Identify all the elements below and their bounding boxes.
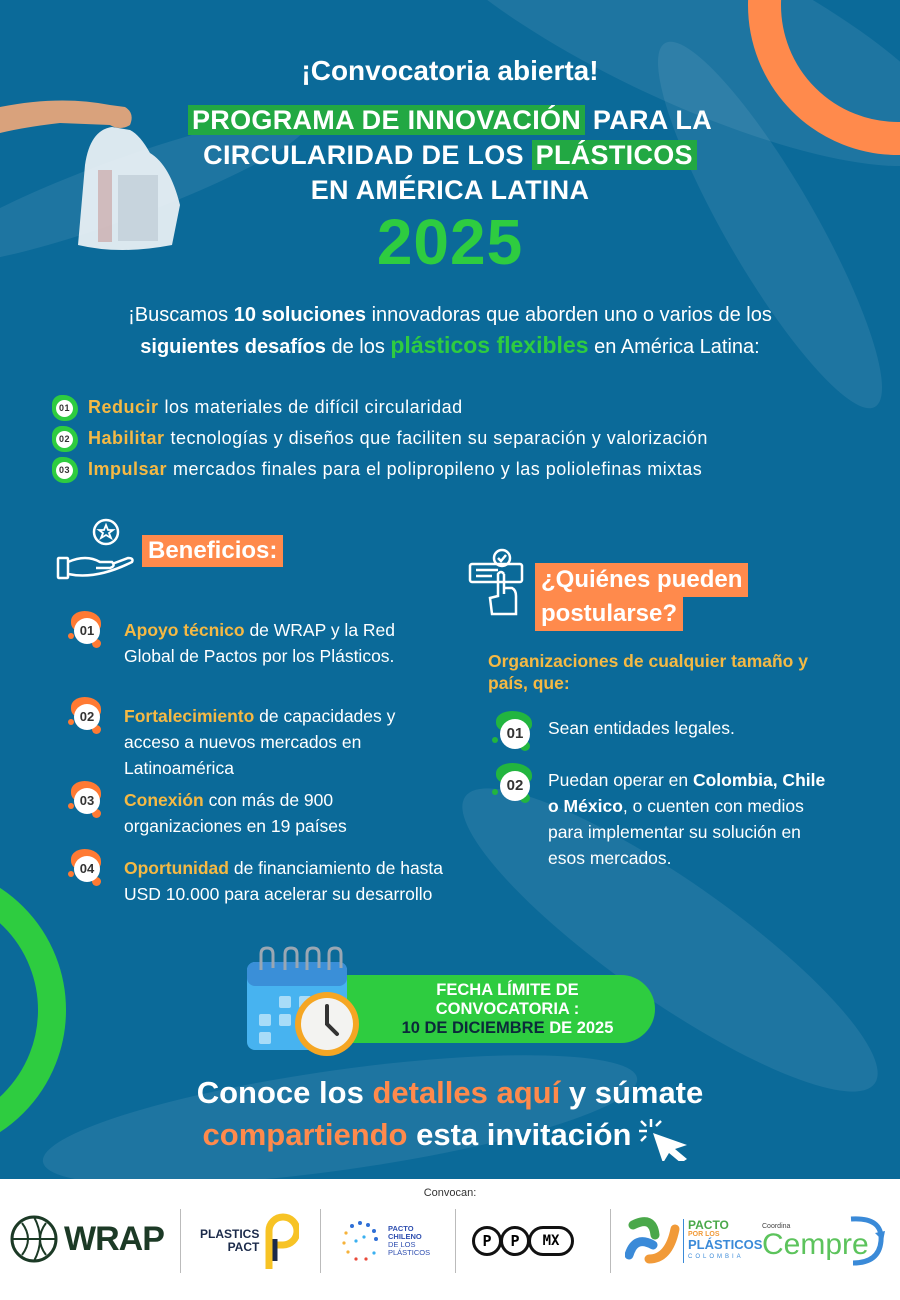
eligibility-title: ¿Quiénes pueden postularse? xyxy=(535,563,748,631)
pacto-chileno-logo[interactable]: PACTO CHILENO DE LOS PLÁSTICOS xyxy=(338,1219,430,1263)
wrap-logo[interactable]: WRAP xyxy=(8,1213,164,1265)
number-badge-icon: 02 xyxy=(52,426,78,452)
eligibility-list xyxy=(492,715,832,883)
number-badge-icon: 03 xyxy=(68,781,108,821)
headline: ¡Convocatoria abierta! xyxy=(301,55,599,86)
year: 2025 xyxy=(376,206,524,278)
benefits-title: Beneficios: xyxy=(142,535,283,567)
call-to-action[interactable]: Conoce los detalles aquí y súmate compartiendo esta invitación xyxy=(0,1073,900,1161)
form-check-hand-icon xyxy=(468,548,524,618)
number-badge-icon: 04 xyxy=(68,849,108,889)
globe-icon xyxy=(8,1213,60,1265)
number-badge-icon: 02 xyxy=(68,697,108,737)
hand-star-icon xyxy=(56,518,136,582)
benefit-item: 01 Apoyo técnico de WRAP y la Red Global de Pactos por los Plásticos. xyxy=(68,617,448,703)
number-badge-icon: 01 xyxy=(68,611,108,651)
click-cursor-icon xyxy=(637,1113,697,1161)
footer-logos xyxy=(0,1179,900,1300)
benefit-item: 02 Fortalecimiento de capacidades y acceso a nuevos mercados en Latinoamérica xyxy=(68,703,448,787)
colombia-swirl-icon xyxy=(625,1215,681,1267)
benefit-item: 04 Oportunidad de financiamiento de hasta USD 10.000 para acelerar su desarrollo xyxy=(68,855,448,907)
eligibility-subtitle: Organizaciones de cualquier tamaño y país, que: xyxy=(488,651,808,693)
eligibility-item: 01 Sean entidades legales. xyxy=(492,715,832,755)
challenge-item: 01 Reducir los materiales de difícil circularidad xyxy=(52,392,852,423)
number-badge-icon: 01 xyxy=(492,711,536,755)
benefit-item: 03 Conexión con más de 900 organizaciones en 19 países xyxy=(68,787,448,855)
challenges-list xyxy=(52,392,852,485)
challenge-item: 03 Impulsar mercados finales para el polipropileno y las poliolefinas mixtas xyxy=(52,454,852,485)
number-badge-icon: 03 xyxy=(52,457,78,483)
number-badge-icon: 02 xyxy=(492,763,536,807)
eligibility-item: 02 Puedan operar en Colombia, Chile o México, o cuenten con medios para implementar su solución en esos mercados. xyxy=(492,767,832,871)
convocan-label: Convocan: xyxy=(423,1187,477,1199)
plastics-pact-logo[interactable]: PLASTICS PACT xyxy=(200,1211,299,1271)
dots-circle-icon xyxy=(338,1219,384,1263)
ppmx-logo[interactable]: P P MX xyxy=(472,1226,574,1256)
benefits-list xyxy=(68,617,448,907)
p-letter-icon xyxy=(259,1211,299,1271)
challenge-item: 02 Habilitar tecnologías y diseños que faciliten su separación y valorización xyxy=(52,423,852,454)
deadline-banner: FECHA LÍMITE DE CONVOCATORIA : 10 DE DICIEMBRE DE 2025 xyxy=(330,975,655,1043)
intro-text: ¡Buscamos 10 soluciones innovadoras que aborden uno o varios de los siguientes desafíos de los plásticos flexibles en América Latina: xyxy=(128,304,772,358)
calendar-clock-icon xyxy=(245,944,365,1056)
pacto-colombia-logo[interactable]: PACTO POR LOS PLÁSTICOS COLOMBIA xyxy=(625,1215,762,1267)
cempre-logo[interactable]: Coordina Cempre xyxy=(762,1213,885,1269)
number-badge-icon: 01 xyxy=(52,395,78,421)
program-title: PROGRAMA DE INNOVACIÓN PARA LA CIRCULARIDAD DE LOS PLÁSTICOS EN AMÉRICA LATINA xyxy=(0,103,900,208)
